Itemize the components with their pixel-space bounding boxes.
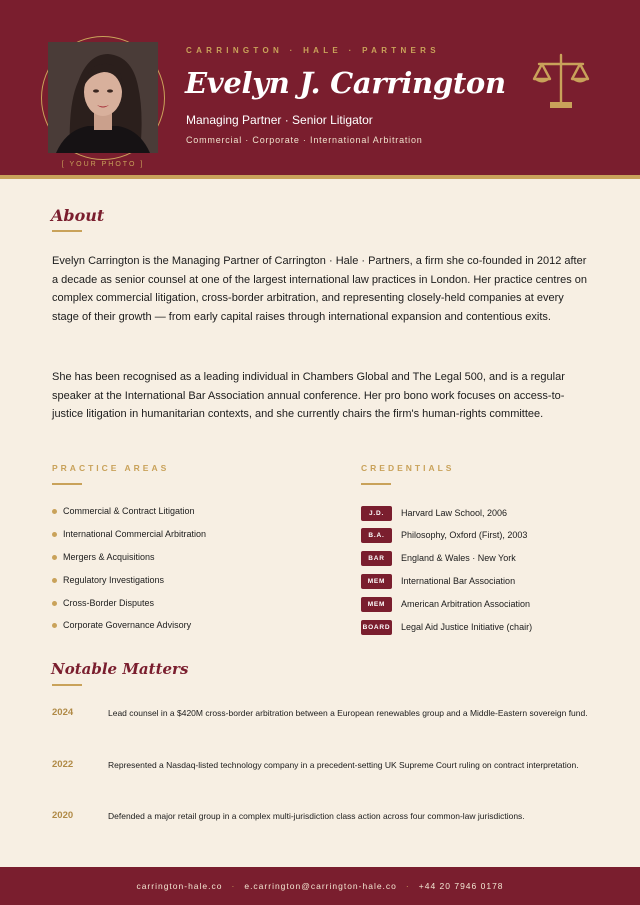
bullet-icon — [52, 623, 57, 628]
credential-text: Legal Aid Justice Initiative (chair) — [401, 622, 533, 632]
bullet-icon — [52, 509, 57, 514]
practice-areas-underline — [52, 483, 82, 485]
firm-name: CARRINGTON · HALE · PARTNERS — [186, 46, 440, 55]
separator-dot-icon: · — [231, 881, 236, 891]
credential-item — [361, 505, 507, 521]
bullet-icon — [52, 555, 57, 560]
credential-badge: B.A. — [361, 528, 392, 543]
about-title: About — [51, 206, 105, 225]
credential-text: England & Wales · New York — [401, 553, 516, 563]
phone-number[interactable]: +44 20 7946 0178 — [418, 881, 504, 891]
separator-dot-icon: · — [405, 881, 410, 891]
credentials-underline — [361, 483, 391, 485]
credential-text: Harvard Law School, 2006 — [401, 508, 508, 518]
credential-text: International Bar Association — [401, 576, 516, 586]
about-paragraph-1: Evelyn Carrington is the Managing Partner of Carrington · Hale · Partners, a firm she co-founded in 2012 after a decade as senior counsel at one of the largest international law practices in London. Her practice centres on complex commercial litigation, cross-border arbitration, and representing closely-held companies at every stage of their growth — from early capital raises through international expansion and contentious exits. — [52, 255, 588, 323]
practice-area-item: Mergers & Acquisitions — [52, 549, 155, 565]
credential-item — [361, 596, 530, 612]
credential-text: American Arbitration Association — [401, 599, 531, 609]
website-link[interactable]: carrington-hale.co — [136, 881, 223, 891]
practice-area-item: Commercial & Contract Litigation — [52, 503, 195, 519]
matter-description: Defended a major retail group in a complex multi-jurisdiction class action across four common-law jurisdictions. — [108, 811, 525, 821]
credentials-title: CREDENTIALS — [361, 463, 455, 473]
credential-badge: BOARD — [361, 620, 392, 635]
credential-badge: BAR — [361, 551, 392, 566]
matter-description: Lead counsel in a $420M cross-border arbitration between a European renewables group and a Middle-Eastern sovereign fund. — [108, 708, 588, 718]
profile-photo — [48, 42, 158, 153]
person-role: Managing Partner · Senior Litigator — [186, 113, 373, 127]
credential-item — [361, 573, 515, 589]
matter-year: 2022 — [52, 759, 74, 770]
bullet-icon — [52, 578, 57, 583]
notable-matters-underline — [52, 684, 82, 686]
credential-text: Philosophy, Oxford (First), 2003 — [401, 530, 528, 540]
footer-contact-bar — [0, 867, 640, 905]
matter-year: 2024 — [52, 707, 74, 718]
credential-item — [361, 527, 527, 543]
practice-area-item: Corporate Governance Advisory — [52, 617, 191, 633]
notable-matters-title: Notable Matters — [51, 660, 189, 678]
person-name: Evelyn J. Carrington — [185, 66, 506, 100]
credential-badge: J.D. — [361, 506, 392, 521]
bullet-icon — [52, 601, 57, 606]
about-paragraph-2: She has been recognised as a leading individual in Chambers Global and The Legal 500, and is a regular speaker at the International Bar Association annual conference. Her pro bono work focuses on access-to-justice litigation in humanitarian contexts, and she currently chairs the firm's human-rights committee. — [52, 371, 565, 420]
bullet-icon — [52, 532, 57, 537]
credential-item — [361, 550, 516, 566]
about-underline — [52, 230, 82, 232]
matter-year: 2020 — [52, 810, 74, 821]
practice-area-item: International Commercial Arbitration — [52, 526, 206, 542]
header-divider — [0, 175, 640, 179]
matter-description: Represented a Nasdaq-listed technology company in a precedent-setting UK Supreme Court ruling on contract interpretation. — [108, 760, 579, 770]
credential-badge: MEM — [361, 574, 392, 589]
practice-area-item: Cross-Border Disputes — [52, 595, 154, 611]
email-link[interactable]: e.carrington@carrington-hale.co — [244, 881, 397, 891]
credential-badge: MEM — [361, 597, 392, 612]
practice-areas-title: PRACTICE AREAS — [52, 463, 170, 473]
practice-area-item: Regulatory Investigations — [52, 572, 164, 588]
portrait-placeholder-icon — [48, 42, 158, 153]
scales-of-justice-icon — [531, 52, 591, 112]
photo-caption: [ YOUR PHOTO ] — [61, 161, 145, 168]
header-practice-summary: Commercial · Corporate · International Arbitration — [186, 135, 423, 145]
credential-item — [361, 619, 532, 635]
